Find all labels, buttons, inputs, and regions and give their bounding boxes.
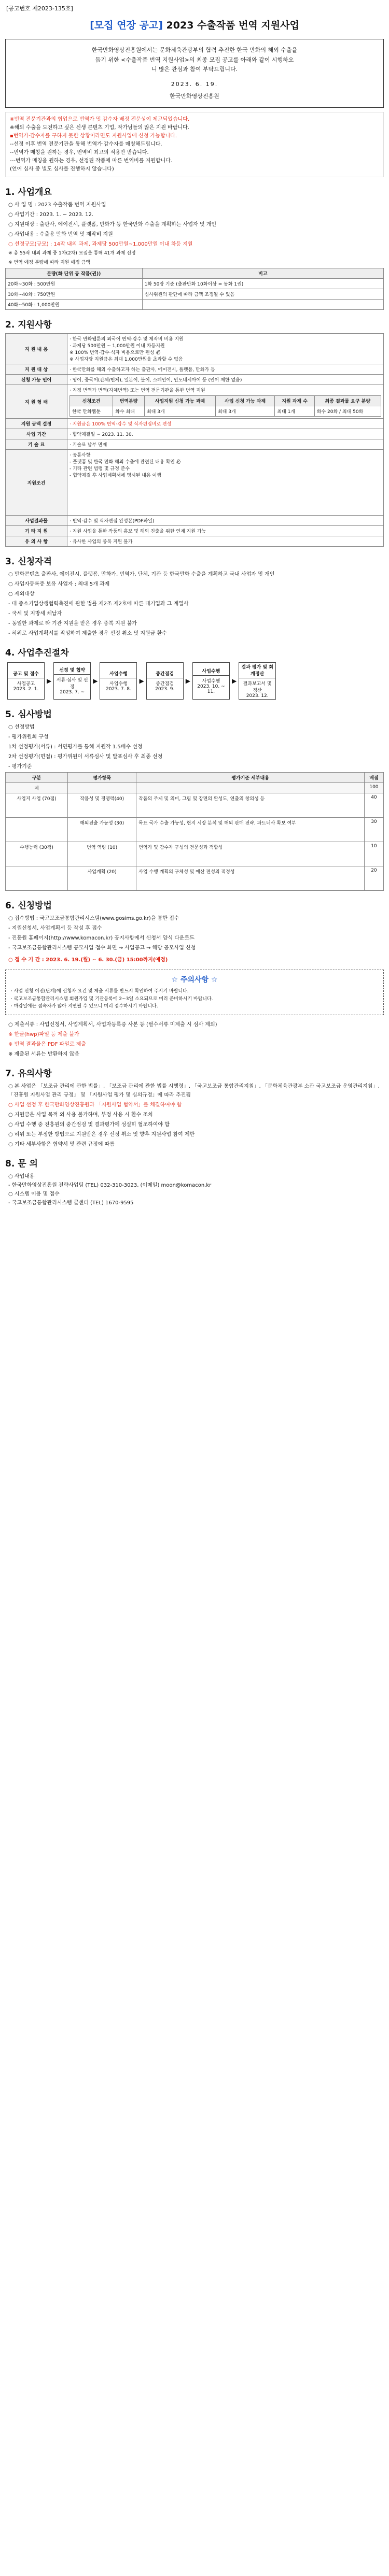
step-body: 서류·심사 및 선정 2023. 7. ~: [56, 678, 88, 695]
step-head: 중간점검: [147, 669, 183, 678]
table-cell: 작품의 주제 및 의미, 그림 및 장면의 완성도, 연출의 창의성 등: [136, 793, 365, 818]
row-value: · 한국만화를 해외 수출하고자 하는 출판사, 에이전시, 플랫폼, 만화가 등: [67, 364, 384, 375]
s6-extra: ※ 한글(hwp)파일 등 제출 불가: [8, 1031, 79, 1037]
s1-item: ※ 총 55작 내외 과제 중 1차(2차) 모집을 통해 41개 과제 선정: [8, 251, 136, 257]
table-cell: 100: [364, 783, 383, 793]
row-label: 신청 가능 언어: [6, 375, 67, 385]
table-row: [6, 300, 384, 310]
s1-item: ○ 사업기간 : 2023. 1. ~ 2023. 12.: [8, 212, 94, 218]
table-cell: 화수 20화 / 최대 50화: [314, 406, 381, 417]
table-cell: [142, 300, 383, 310]
page: [0, 0, 389, 1218]
row-label: 기 타 지 원: [6, 526, 67, 536]
s3-item: - 허위로 사업계획서를 작성하여 제출한 경우 선정 취소 및 지원금 환수: [8, 631, 167, 637]
table-header: 사업지원 신청 가능 과제: [144, 396, 215, 406]
section-title: 4. 사업추진절차: [5, 648, 69, 659]
table-header: 번역분량: [113, 396, 145, 406]
table-cell: 목표 국가 수출 가능성, 현지 시장 분석 및 해외 판매 전략, 파트너사 확보 여부: [136, 818, 365, 842]
table-cell: 수행능력 (30점): [6, 842, 68, 866]
process-step: [192, 662, 230, 700]
table-cell: 작품성 및 경쟁력(40): [68, 793, 136, 818]
row-label: 지원조건: [6, 450, 67, 516]
process-step: [239, 662, 276, 700]
process-step: [53, 662, 91, 700]
table-row: [6, 279, 384, 289]
section-title: 2. 지원사항: [5, 320, 52, 331]
table-cell: 40화~50화 : 1,000만원: [6, 300, 143, 310]
row-value: [67, 385, 384, 419]
table-row: [70, 406, 381, 417]
table-row: [6, 783, 384, 793]
table-row: [6, 536, 384, 547]
s7-item: ○ 사업 선정 후 한국만화영상진흥원과 「지원사업 협약서」를 체결하여야 함: [8, 1102, 182, 1108]
step-head: 결과 평가 및 회계정산: [239, 662, 275, 678]
table-row: [6, 516, 384, 526]
step-head: 선정 및 협약: [54, 665, 90, 675]
step-head: 사업수행: [193, 666, 229, 676]
s6-item: - 국고보조금통합관리시스템 공모사업 접수 화면 → 사업공고 → 해당 공모사업 신청: [8, 945, 196, 951]
s6-item: ○ 접수방법 : 국고보조금통합관리시스템(www.gosims.go.kr)을 통한 접수: [8, 916, 179, 922]
table-row: [6, 429, 384, 439]
section-title: 3. 신청자격: [5, 557, 52, 567]
s7-item: ○ 본 사업은 「보조금 관리에 관한 법률」, 「보조금 관리에 관한 법률 시행령」, 「국고보조금 통합관리지침」, 「문화체육관광부 소관 국고보조금 운영관리지침」, 「진흥원 지원사업 관리 규정」 및 「지원사업 평가 및 심의규정」에 따라 추진됨: [8, 1083, 380, 1098]
s5-item: - 평가기준: [8, 764, 32, 770]
s1-table: [5, 268, 384, 310]
table-cell: 사업 수행 계획의 구체성 및 예산 편성의 적정성: [136, 866, 365, 891]
table-row: [6, 385, 384, 419]
highlight-box: [5, 112, 384, 177]
s3-item: - 동일한 과제로 타 기관 지원을 받은 경우 중복 지원 불가: [8, 621, 137, 627]
table-cell: [6, 818, 68, 842]
s8-item: ○ 시스템 이용 및 접수: [8, 1191, 60, 1197]
table-header: 배점: [364, 773, 383, 783]
step-body: 사업수행 2023. 10. ~ 11.: [197, 678, 225, 694]
title-wrap: [5, 16, 384, 34]
table-cell: 한국 만화웹툰: [70, 406, 113, 417]
table-cell: 20: [364, 866, 383, 891]
s6-item: - 지원신청서, 사업계획서 등 작성 후 접수: [8, 926, 102, 932]
table-header: 평가기준 세부내용: [136, 773, 365, 783]
notice-number: [공고번호 제2023-135호]: [6, 5, 73, 12]
table-cell: 사업계획 (20): [68, 866, 136, 891]
table-row: [6, 289, 384, 300]
s5-item: - 평가위원회 구성: [8, 734, 49, 741]
table-header: 사업 신청 가능 과제: [215, 396, 274, 406]
table-row: [6, 439, 384, 450]
table-cell: 화수 최대: [113, 406, 145, 417]
s5-table: [5, 772, 384, 891]
table-cell: [136, 783, 365, 793]
s8-item: ○ 사업내용: [8, 1173, 35, 1179]
s1-item: ○ 사업내용 : 수출용 만화 번역 및 제작비 지원: [8, 232, 113, 238]
table-header: 분량(화 단위 등 작품(권)): [6, 268, 143, 279]
arrow-right-icon: ▶: [185, 677, 190, 685]
table-row: [6, 375, 384, 385]
s3-item: - 국세 및 지방세 체납자: [8, 611, 62, 617]
arrow-right-icon: ▶: [93, 677, 98, 685]
table-row: [6, 818, 384, 842]
s7-item: ○ 기타 세부사항은 협약서 및 관련 규정에 따름: [8, 1141, 115, 1147]
table-cell: 30화~40화 : 750만원: [6, 289, 143, 300]
table-cell: 최대 3개: [215, 406, 274, 417]
process-step: [100, 662, 137, 700]
highlight-line: ※번역 전문기관과의 협업으로 번역가 및 감수자 배정 전문성이 제고되었습니다.: [10, 117, 190, 123]
table-cell: 20화~30화 : 500만원: [6, 279, 143, 289]
row-value: · 번역·감수 및 식자편집 완성본(PDF파일): [67, 516, 384, 526]
table-header: 비고: [142, 268, 383, 279]
deadline: ○ 접 수 기 간 : 2023. 6. 19.(월) ~ 6. 30.(금) 15:00까지(예정): [8, 957, 168, 963]
section-title: 1. 사업개요: [5, 187, 52, 198]
step-head: 사업수행: [100, 669, 136, 678]
table-cell: 심사위원의 판단에 따라 금액 조정될 수 있음: [142, 289, 383, 300]
section-title: 8. 문 의: [5, 1158, 38, 1169]
table-cell: 번역가 및 감수자 구성의 전문성과 적합성: [136, 842, 365, 866]
page-title: [87, 16, 302, 34]
arrow-right-icon: ▶: [139, 677, 144, 685]
row-value: · 협약체결일 ~ 2023. 11. 30.: [67, 429, 384, 439]
row-value: · 영어, 중국어(간체/번체), 일본어, 불어, 스페인어, 인도네시아어 등 (언어 제한 없음): [67, 375, 384, 385]
row-label: 지 원 대 상: [6, 364, 67, 375]
s2-table: [5, 333, 384, 547]
s1-item: ○ 사 업 명 : 2023 수출작품 번역 지원사업: [8, 202, 106, 208]
table-cell: 계: [6, 783, 68, 793]
highlight-line: ▪번역가·감수자를 구하지 못한 상황이라면도 지원사업에 신청 가능합니다.: [10, 133, 177, 139]
table-cell: 10: [364, 842, 383, 866]
table-cell: 번역 역량 (10): [68, 842, 136, 866]
title-text: 2023 수출작품 번역 지원사업: [166, 20, 299, 31]
s3-item: ○ 사업자등록증 보유 사업자 : 최대 5개 과제: [8, 581, 110, 588]
row-value: · 기술료 납부 면제: [67, 439, 384, 450]
s1-item: ○ 선정규모(규모) : 14작 내외 과제, 과제당 500만원~1,000만원 이내 차등 지원: [8, 241, 193, 248]
section-title: 5. 심사방법: [5, 709, 52, 720]
process-flow: [7, 662, 382, 700]
row-value: · 지원 사업을 통한 작품의 홍보 및 해외 진출을 위한 연계 지원 가능: [67, 526, 384, 536]
step-body: 결과보고서 및 정산 2023. 12.: [243, 681, 272, 699]
row-label: 지 원 내 용: [6, 334, 67, 364]
step-head: 공고 및 접수: [8, 669, 44, 678]
notice-date: 2023. 6. 19.: [171, 81, 218, 88]
table-header: 지원 과제 수: [275, 396, 314, 406]
step-body: 중간점검 2023. 9.: [155, 681, 175, 692]
s7-item: ○ 허위 또는 부정한 방법으로 지원받은 경우 선정 취소 및 향후 지원사업 참여 제한: [8, 1131, 195, 1137]
table-row: [6, 334, 384, 364]
caution-box: [5, 970, 384, 1015]
s3-item: - 대 중소기업상생협력촉진에 관한 법률 제2조 제2호에 따른 대기업과 그 계열사: [8, 601, 189, 607]
table-row: [6, 842, 384, 866]
row-value: · 한국 만화웹툰의 외국어 번역·감수 및 제작비 비용 지원 · 과제당 500만원 ~ 1,000만원 이내 차등지원 ※ 100% 번역·감수·식자 비용으로만 편성 必 ※ 사업자당 지원금은 최대 1,000만원을 초과할 수 없음: [67, 334, 384, 364]
caution-line: · 사업 신청 이전(단계)에 신청자 요건 및 제출 서류를 반드시 확인하여 주시기 바랍니다.: [11, 989, 189, 994]
s7-item: ○ 사업 수행 중 진흥원의 중간점검 및 결과평가에 성실히 협조하여야 함: [8, 1121, 170, 1128]
s3-item: ○ 제외대상: [8, 591, 35, 597]
table-header: 최종 결과물 요구 분량: [314, 396, 381, 406]
intro-line: 돕기 위한 <수출작품 번역 지원사업>의 최종 모집 공고를 아래와 같이 시행하오: [95, 56, 294, 63]
s7-item: ○ 지원금은 사업 목적 외 사용 불가하며, 부정 사용 시 환수 조치: [8, 1112, 153, 1118]
table-header: 평가항목: [68, 773, 136, 783]
table-cell: 최대 1개: [275, 406, 314, 417]
intro-line: 니 많은 관심과 참여 부탁드립니다.: [151, 66, 238, 73]
s3-item: ○ 만화콘텐츠 출판사, 에이전시, 플랫폼, 만화가, 번역가, 단체, 기관 등 한국만화 수출을 계획하고 국내 사업자 및 개인: [8, 572, 275, 578]
sub-table: [70, 395, 381, 417]
intro-box: [5, 39, 384, 108]
row-label: 기 술 료: [6, 439, 67, 450]
table-row: [6, 419, 384, 429]
highlight-line: ---번역가 매칭을 원하는 경우, 선정된 작품에 따른 번역비를 지원합니다.: [10, 158, 173, 164]
highlight-line: --번역가 매칭을 원하는 경우, 번역비 최고의 적용만 받습니다.: [10, 150, 149, 156]
row-value: · 유사한 사업의 중복 지원 불가: [67, 536, 384, 547]
table-cell: 1화 50장 기준 (출판만화 10화이상 = 동화 1권): [142, 279, 383, 289]
caution-line: · 마감일에는 접속자가 많아 지연될 수 있으니 미리 접수하시기 바랍니다.: [11, 1004, 158, 1009]
table-cell: [68, 783, 136, 793]
table-row: [6, 526, 384, 536]
row-label: 지원 금액 결정: [6, 419, 67, 429]
s6-item: - 진흥원 홈페이지(http://www.komacon.kr) 공지사항에서 신청서 양식 다운로드: [8, 935, 195, 942]
s6-extra: ※ 번역 결과물은 PDF 파일로 제출: [8, 1041, 87, 1047]
step-body: 사업공고 2023. 2. 1.: [13, 681, 39, 692]
row-label: 지 원 형 태: [6, 385, 67, 419]
table-row: [6, 793, 384, 818]
row-label: 유 의 사 항: [6, 536, 67, 547]
s5-item: ○ 선정방법: [8, 724, 35, 731]
table-row: [6, 866, 384, 891]
s8-item: - 국고보조금통합관리시스템 콜센터 (TEL) 1670-9595: [8, 1200, 134, 1206]
row-label: 사업결과물: [6, 516, 67, 526]
s1-table-note: ※ 번역 예정 분량에 따라 지원 예정 금액: [8, 260, 90, 265]
intro-line: 한국만화영상진흥원에서는 문화체육관광부의 협력 추진한 한국 만화의 해외 수출을: [91, 47, 298, 53]
table-cell: 해외진출 가능성 (30): [68, 818, 136, 842]
highlight-line: --선정 이후 번역 전문기관을 통해 번역가·감수자를 매칭해드립니다.: [10, 141, 162, 148]
table-cell: 최대 3개: [144, 406, 215, 417]
step-body: 사업수행 2023. 7. 8.: [106, 681, 131, 692]
highlight-line: (언어 심사 중 별도 심사를 진행하지 않습니다): [10, 166, 114, 173]
row-label: 사업 기간: [6, 429, 67, 439]
row-text: · 지정 번역가 번역(자체번역) 또는 번역 전문기관을 통한 번역 지원: [70, 388, 205, 394]
title-tag: [모집 연장 공고]: [90, 20, 163, 31]
highlight-line: ※해외 수출을 도전하고 싶은 신생 콘텐츠 기업, 작가님들의 많은 지원 바랍니다.: [10, 125, 189, 131]
caution-line: · 국고보조금통합관리시스템 회원가입 및 기관등록에 2~3일 소요되므로 미리 준비하시기 바랍니다.: [11, 996, 213, 1002]
s5-item: 2차 선정평가(면접) : 평가위원이 서류심사 및 발표심사 후 최종 선정: [8, 754, 163, 760]
s6-extra: ※ 제출된 서류는 반환하지 않음: [8, 1051, 80, 1057]
caution-title: ☆ 주의사항 ☆: [171, 976, 218, 985]
table-header: 구분: [6, 773, 68, 783]
table-header: 신청조건: [70, 396, 113, 406]
arrow-right-icon: ▶: [47, 677, 52, 685]
table-row: [6, 450, 384, 516]
s8-item: - 한국만화영상진흥원 전략사업팀 (TEL) 032-310-3023, (이메일) moon@komacon.kr: [8, 1182, 212, 1188]
process-step: [146, 662, 184, 700]
row-value: · 공통사항 - 플랫폼 및 한국 만화 해외 수출에 관련된 내용 확인 必 - 기타 관련 법령 및 규정 준수 - 협약체결 후 사업계획서에 명시된 내용 이행: [67, 450, 384, 516]
section-title: 7. 유의사항: [5, 1068, 52, 1079]
table-cell: 40: [364, 793, 383, 818]
org-name: 한국만화영상진흥원: [170, 92, 219, 99]
process-step: [7, 662, 45, 700]
table-row: [6, 364, 384, 375]
s5-item: 1차 선정평가(서류) : 서면평가를 통해 지원작 1.5배수 선정: [8, 744, 143, 750]
table-cell: [6, 866, 68, 891]
s6-extra: ○ 제출서류 : 사업신청서, 사업계획서, 사업자등록증 사본 등 (필수서류 미제출 시 심사 제외): [8, 1021, 217, 1028]
section-title: 6. 신청방법: [5, 901, 52, 912]
table-cell: 사업지 사업 (70점): [6, 793, 68, 818]
table-cell: 30: [364, 818, 383, 842]
row-value: · 지원금은 100% 번역·감수 및 식자편집비로 편성: [67, 419, 384, 429]
arrow-right-icon: ▶: [231, 677, 237, 685]
s1-item: ○ 지원대상 : 출판사, 에이전시, 플랫폼, 만화가 등 한국만화 수출을 계획하는 사업자 및 개인: [8, 222, 217, 228]
